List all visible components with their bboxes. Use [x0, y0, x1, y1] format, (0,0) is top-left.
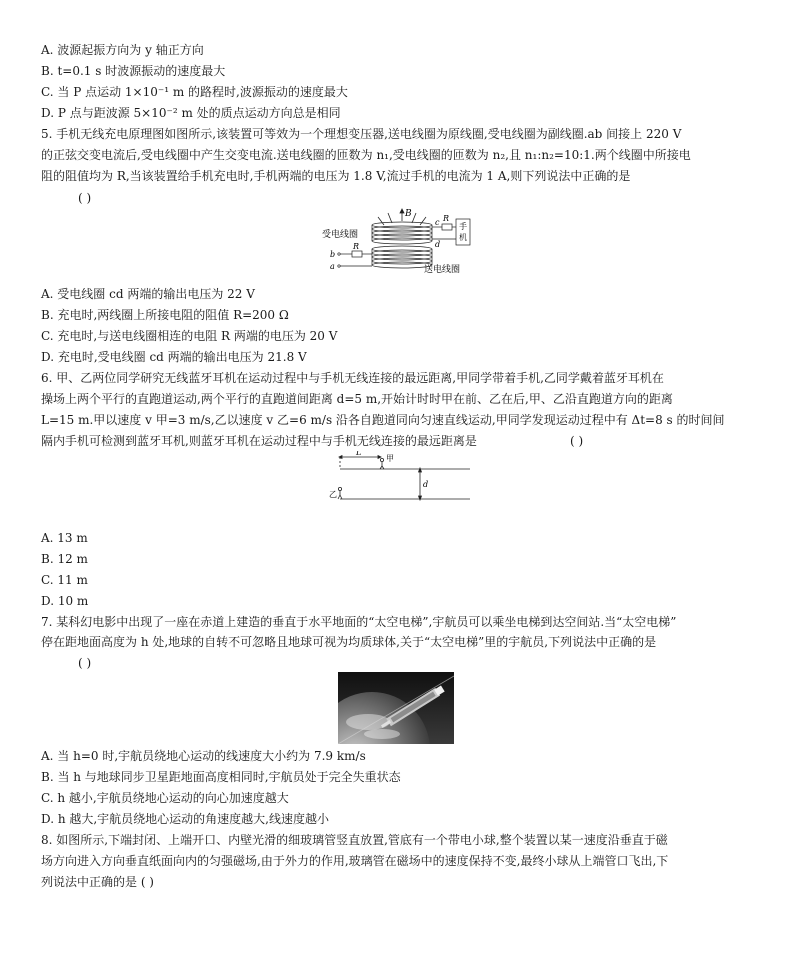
q5-figure-label-c: c — [435, 218, 440, 227]
q6-stem-line-1: 6. 甲、乙两位同学研究无线蓝牙耳机在运动过程中与手机无线连接的最远距离,甲同学带着手机,乙同学戴着蓝牙耳机在 — [41, 371, 664, 385]
q7-option-d: D. h 越大,宇航员绕地心运动的角速度越大,线速度越小 — [41, 812, 329, 826]
q5-option-c: C. 充电时,与送电线圈相连的电阻 R 两端的电压为 20 V — [41, 329, 338, 343]
q5-figure-label-receive-coil: 受电线圈 — [322, 230, 359, 240]
q7-option-a: A. 当 h=0 时,宇航员绕地心运动的线速度大小约为 7.9 km/s — [41, 749, 366, 763]
q6-figure-label-yi: 乙 — [329, 490, 337, 499]
q5-stem-line-1: 5. 手机无线充电原理图如图所示,该装置可等效为一个理想变压器,送电线圈为原线圈,受电线圈为副线圈.ab 间接上 220 V — [41, 127, 682, 141]
q7-figure-space-elevator-photo — [338, 672, 454, 744]
q5-figure-label-send-coil: 送电线圈 — [424, 265, 461, 275]
q6-stem-line-2: 操场上两个平行的直跑道运动,两个平行的直跑道间距离 d=5 m,开始计时时甲在前、乙在后,甲、乙沿直跑道方向的距离 — [41, 392, 673, 406]
q7-stem-line-1: 7. 某科幻电影中出现了一座在赤道上建造的垂直于水平地面的“太空电梯”,宇航员可以乘坐电梯到达空间站.当“太空电梯” — [41, 615, 677, 629]
q6-figure-tracks — [328, 451, 470, 505]
q5-stem-line-3: 阻的阻值均为 R,当该装置给手机充电时,手机两端的电压为 1.8 V,流过手机的电流为 1 A,则下列说法中正确的是 — [41, 169, 631, 183]
q6-option-b: B. 12 m — [41, 552, 88, 566]
q6-stem-line-4: 隔内手机可检测到蓝牙耳机,则蓝牙耳机在运动过程中与手机无线连接的最远距离是 — [41, 434, 477, 448]
q6-figure-label-jia: 甲 — [386, 454, 394, 463]
q5-stem-line-2: 的正弦交变电流后,受电线圈中产生交变电流.送电线圈的匝数为 n₁,受电线圈的匝数为 n₂,且 n₁:n₂=10:1.两个线圈中所接电 — [41, 148, 691, 162]
q5-figure-wireless-charger — [322, 207, 480, 275]
q5-figure-label-phone: 手机 — [459, 222, 467, 242]
q8-stem-line-3: 列说法中正确的是 ( ) — [41, 875, 154, 889]
q5-figure-label-b-field: B — [405, 209, 412, 219]
q7-stem-line-2: 停在距地面高度为 h 处,地球的自转不可忽略且地球可视为均质球体,关于“太空电梯”里的宇航员,下列说法中正确的是 — [41, 635, 657, 649]
q8-stem-line-2: 场方向进入方向垂直纸面向内的匀强磁场,由于外力的作用,玻璃管在磁场中的速度保持不变,最终小球从上端管口飞出,下 — [41, 854, 669, 868]
q4-option-d: D. P 点与距波源 5×10⁻² m 处的质点运动方向总是相同 — [41, 106, 341, 120]
q6-figure-label-l: L — [356, 451, 362, 457]
q4-option-c: C. 当 P 点运动 1×10⁻¹ m 的路程时,波源振动的速度最大 — [41, 85, 348, 99]
q6-option-a: A. 13 m — [41, 531, 88, 545]
q5-option-a: A. 受电线圈 cd 两端的输出电压为 22 V — [41, 287, 255, 301]
q5-figure-label-d: d — [435, 240, 441, 249]
q7-answer-paren: ( ) — [78, 656, 92, 670]
q5-option-b: B. 充电时,两线圈上所接电阻的阻值 R=200 Ω — [41, 308, 289, 322]
q6-answer-paren: ( ) — [570, 434, 584, 448]
q7-option-b: B. 当 h 与地球同步卫星距地面高度相同时,宇航员处于完全失重状态 — [41, 770, 401, 784]
q6-figure-label-d: d — [423, 480, 429, 489]
q5-figure-label-r-right: R — [443, 214, 450, 223]
q5-figure-label-b: b — [330, 250, 336, 259]
q7-option-c: C. h 越小,宇航员绕地心运动的向心加速度越大 — [41, 791, 289, 805]
q4-option-a: A. 波源起振方向为 y 轴正方向 — [41, 43, 204, 57]
q8-stem-line-1: 8. 如图所示,下端封闭、上端开口、内壁光滑的细玻璃管竖直放置,管底有一个带电小球,整个装置以某一速度沿垂直于磁 — [41, 833, 668, 847]
q5-figure-label-a: a — [330, 262, 335, 271]
q6-option-c: C. 11 m — [41, 573, 88, 587]
q6-option-d: D. 10 m — [41, 594, 89, 608]
q5-option-d: D. 充电时,受电线圈 cd 两端的输出电压为 21.8 V — [41, 350, 307, 364]
q5-figure-label-r-left: R — [353, 242, 360, 251]
q5-answer-paren: ( ) — [78, 191, 92, 205]
q4-option-b: B. t=0.1 s 时波源振动的速度最大 — [41, 64, 226, 78]
q6-stem-line-3: L=15 m.甲以速度 v 甲=3 m/s,乙以速度 v 乙=6 m/s 沿各自跑道同向匀速直线运动,甲同学发现运动过程中有 Δt=8 s 的时间间 — [41, 413, 725, 427]
